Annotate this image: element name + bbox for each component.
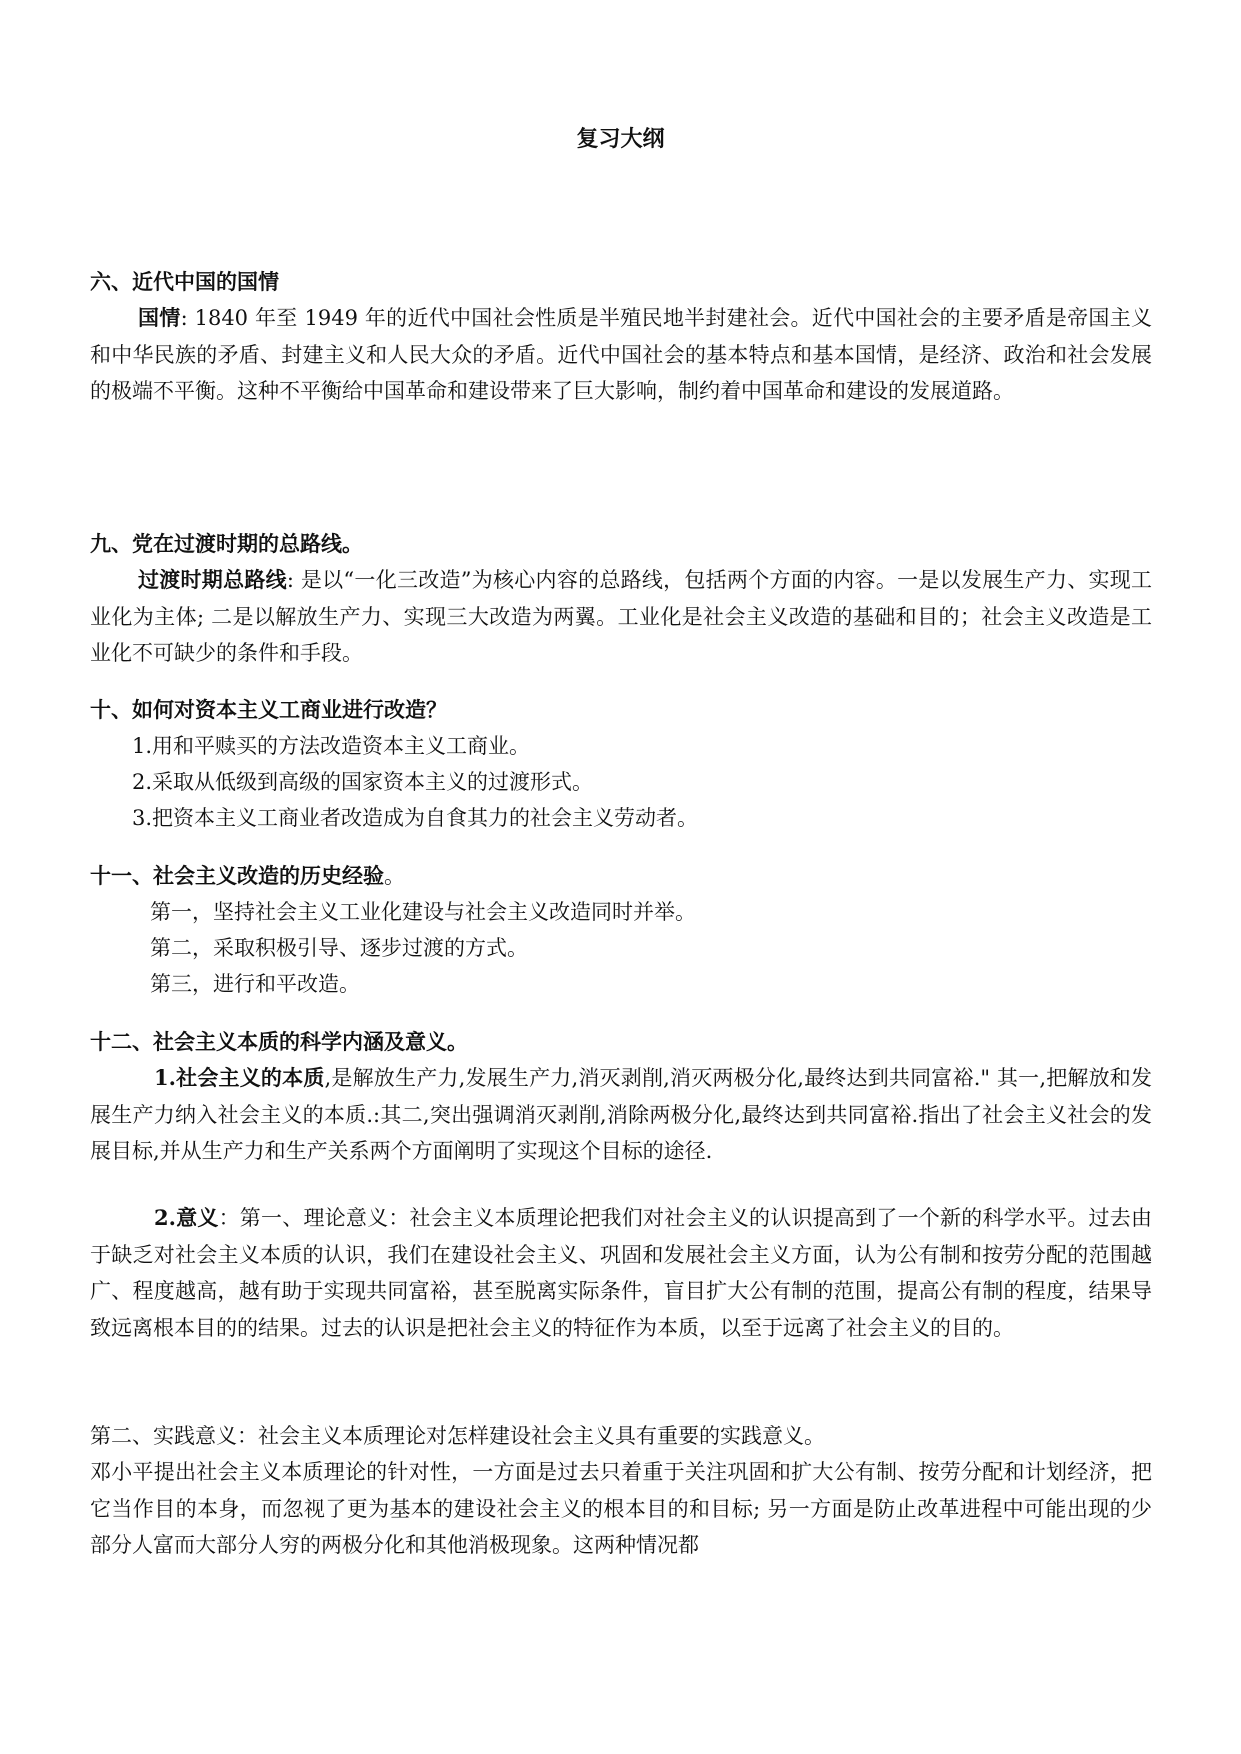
term-label: 过渡时期总路线 [138, 567, 287, 592]
term-text: : 是以“一化三改造”为核心内容的总路线，包括两个方面的内容。一是以发展生产力、实现工业化为主体; 二是以解放生产力、实现三大改造为两翼。工业化是社会主义改造的基础和目的；社会主义改造是工业化不可缺少的条件和手段。 [90, 568, 1153, 665]
list-item: 第一，坚持社会主义工业化建设与社会主义改造同时并举。 [150, 900, 696, 924]
list-item: 3.把资本主义工商业者改造成为自食其力的社会主义劳动者。 [132, 806, 699, 830]
page-title: 复习大纲 [576, 127, 665, 152]
term-label: 2.意义 [154, 1205, 219, 1230]
term-label: 1.社会主义的本质 [154, 1065, 325, 1090]
list-item: 第三，进行和平改造。 [150, 972, 360, 996]
section-heading-6: 六、近代中国的国情 [90, 270, 279, 294]
heading-tail: 。 [384, 864, 405, 888]
section-heading-10: 十、如何对资本主义工商业进行改造？ [90, 698, 447, 722]
list-item: 第二，采取积极引导、逐步过渡的方式。 [150, 936, 528, 960]
deng-paragraph: 邓小平提出社会主义本质理论的针对性，一方面是过去只着重于关注巩固和扩大公有制、按劳分配和计划经济，把它当作目的本身，而忽视了更为基本的建设社会主义的根本目的和目标; 另一方面是防止改革进程中可能出现的少部分人富而大部分人穷的两极分化和其他消极现象。这两种情况都 [90, 1460, 1152, 1557]
heading-text: 十一、社会主义改造的历史经验 [90, 864, 384, 888]
term-text: ：第一、理论意义：社会主义本质理论把我们对社会主义的认识提高到了一个新的科学水平。过去由于缺乏对社会主义本质的认识，我们在建设社会主义、巩固和发展社会主义方面，认为公有制和按劳分配的范围越广、程度越高，越有助于实现共同富裕，甚至脱离实际条件，盲目扩大公有制的范围，提高公有制的程度，结果导致远离根本目的的结果。过去的认识是把社会主义的特征作为本质，以至于远离了社会主义的目的。 [90, 1206, 1152, 1340]
section-body-6 [90, 300, 1152, 410]
section-heading-12: 十二、社会主义本质的科学内涵及意义。 [90, 1030, 468, 1054]
section-heading-11 [90, 858, 405, 894]
essence-paragraph [90, 1060, 1152, 1170]
section-heading-9: 九、党在过渡时期的总路线。 [90, 532, 363, 556]
list-item: 1.用和平赎买的方法改造资本主义工商业。 [132, 734, 531, 758]
term-label: 国情 [138, 305, 181, 330]
term-text: : 1840 年至 1949 年的近代中国社会性质是半殖民地半封建社会。近代中国社会的主要矛盾是帝国主义和中华民族的矛盾、封建主义和人民大众的矛盾。近代中国社会的基本特点和基本国情，是经济、政治和社会发展的极端不平衡。这种不平衡给中国革命和建设带来了巨大影响，制约着中国革命和建设的发展道路。 [90, 306, 1152, 403]
significance-paragraph [90, 1200, 1152, 1346]
list-item: 2.采取从低级到高级的国家资本主义的过渡形式。 [132, 770, 594, 794]
term-text: ,是解放生产力,发展生产力,消灭剥削,消灭两极分化,最终达到共同富裕." 其一,把解放和发展生产力纳入社会主义的本质.:其二,突出强调消灭剥削,消除两极分化,最终达到共同富裕.指出了社会主义社会的发展目标,并从生产力和生产关系两个方面阐明了实现这个目标的途径. [90, 1066, 1152, 1163]
section-body-9 [90, 562, 1152, 672]
practice-paragraph: 第二、实践意义：社会主义本质理论对怎样建设社会主义具有重要的实践意义。 [90, 1424, 825, 1448]
